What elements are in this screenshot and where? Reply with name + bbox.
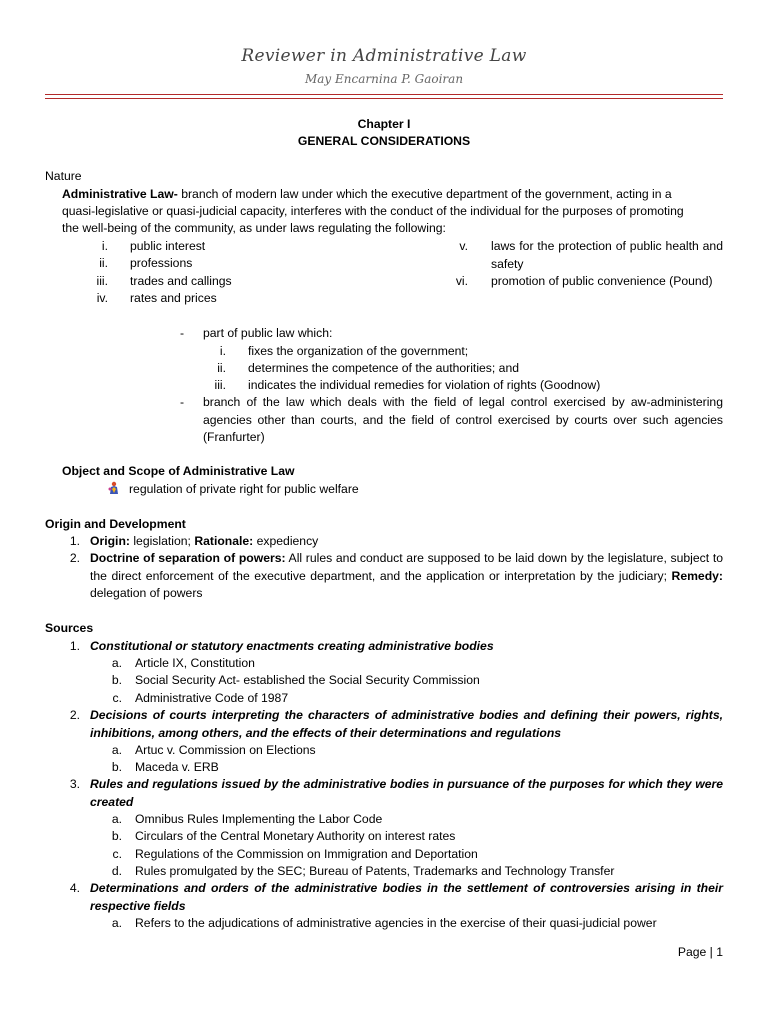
label: Doctrine of separation of powers: — [90, 551, 286, 565]
sub-item: Maceda v. ERB — [135, 760, 219, 774]
chapter-number: Chapter I — [357, 117, 411, 131]
sub-num: ii. — [217, 361, 226, 375]
admin-law-definition-line1 — [62, 186, 723, 204]
object-scope-heading: Object and Scope of Administrative Law — [62, 464, 295, 478]
list-num: iii. — [96, 274, 108, 288]
list-item: laws for the protection of public health and safety — [491, 239, 723, 271]
admin-law-definition-line3: the well-being of the community, as under laws regulating the following: — [62, 221, 446, 235]
header-rule — [45, 94, 723, 95]
sub-num: a. — [111, 743, 122, 757]
sub-num: a. — [111, 812, 122, 826]
sub-num: c. — [112, 847, 122, 861]
people-bullet-icon — [108, 481, 120, 495]
list-num: vi. — [455, 274, 468, 288]
sub-num: a. — [111, 916, 122, 930]
list-item: professions — [130, 256, 193, 270]
label: Origin: — [90, 534, 130, 548]
sub-num: b. — [111, 760, 122, 774]
sub-num: iii. — [214, 378, 226, 392]
sub-item: fixes the organization of the government; — [248, 344, 469, 358]
list-num: 1. — [69, 639, 80, 653]
object-scope-item: regulation of private right for public welfare — [129, 482, 359, 496]
list-num: v. — [459, 239, 468, 253]
list-num: i. — [101, 239, 108, 253]
sub-item: Administrative Code of 1987 — [135, 691, 289, 705]
dash-marker: - — [180, 395, 185, 409]
list-item: public interest — [130, 239, 206, 253]
sub-item: Omnibus Rules Implementing the Labor Code — [135, 812, 383, 826]
header-rule-thin — [45, 98, 723, 99]
list-item: trades and callings — [130, 274, 232, 288]
dash-item: part of public law which: — [203, 326, 333, 340]
list-num: iv. — [96, 291, 108, 305]
list-num: 3. — [69, 777, 80, 791]
chapter-title: GENERAL CONSIDERATIONS — [297, 134, 471, 148]
sub-num: c. — [112, 691, 122, 705]
definition-text: branch of modern law under which the executive department of the government, acting in a — [177, 187, 672, 201]
sub-item: determines the competence of the authorities; and — [248, 361, 519, 375]
list-num: 1. — [69, 534, 80, 548]
list-num: 2. — [69, 551, 80, 565]
origin-heading: Origin and Development — [45, 517, 186, 531]
origin-item — [90, 550, 723, 603]
source-title: Decisions of courts interpreting the characters of administrative bodies and defining their powers, rights, inhibitions, among others, and the effects of their determinations and regulations — [90, 708, 723, 740]
source-title: Rules and regulations issued by the administrative bodies in pursuance of the purposes for which they were created — [90, 777, 723, 809]
dash-marker: - — [180, 326, 185, 340]
list-item — [491, 273, 723, 291]
sub-num: b. — [111, 829, 122, 843]
list-num: 4. — [69, 881, 80, 895]
text: expediency — [253, 534, 319, 548]
list-item-text: promotion of public convenience (Pound) — [491, 274, 713, 288]
sub-num: d. — [111, 864, 122, 878]
sub-item: Artuc v. Commission on Elections — [135, 743, 316, 757]
sources-heading: Sources — [45, 621, 94, 635]
sub-item: indicates the individual remedies for violation of rights (Goodnow) — [248, 378, 601, 392]
sub-num: a. — [111, 656, 122, 670]
text: legislation; — [129, 534, 195, 548]
admin-law-term: Administrative Law- — [62, 187, 178, 201]
sub-num: b. — [111, 673, 122, 687]
source-title: Constitutional or statutory enactments creating administrative bodies — [90, 639, 494, 653]
origin-item — [90, 533, 318, 551]
text: All rules and conduct are supposed to be laid down by the legislature, subject to the direct enforcement of the executive department, and the application or interpretation by the judiciary; — [90, 551, 723, 583]
sub-item: Refers to the adjudications of administrative agencies in the exercise of their quasi-judicial power — [135, 916, 657, 930]
sub-item: Circulars of the Central Monetary Authority on interest rates — [135, 829, 456, 843]
label: Rationale: — [194, 534, 254, 548]
list-item: rates and prices — [130, 291, 217, 305]
list-num: 2. — [69, 708, 80, 722]
dash-item: branch of the law which deals with the field of legal control exercised by aw-administering agencies other than courts, and the field of control exercised by courts over such agencies (Franfurter) — [203, 395, 723, 444]
sub-item: Regulations of the Commission on Immigration and Deportation — [135, 847, 478, 861]
list-num: ii. — [99, 256, 108, 270]
label: Remedy: — [671, 568, 723, 583]
document-author: May Encarnina P. Gaoiran — [304, 72, 464, 86]
nature-heading: Nature — [45, 169, 82, 183]
admin-law-definition-line2: quasi-legislative or quasi-judicial capacity, interferes with the conduct of the individual for the purposes of promoting — [62, 204, 684, 218]
sub-item: Article IX, Constitution — [135, 656, 255, 670]
text: delegation of powers — [90, 586, 203, 600]
sub-item: Social Security Act- established the Social Security Commission — [135, 673, 480, 687]
source-title: Determinations and orders of the administrative bodies in the settlement of controversies arising in their respective fields — [90, 881, 723, 913]
sub-num: i. — [219, 344, 226, 358]
sub-item: Rules promulgated by the SEC; Bureau of Patents, Trademarks and Technology Transfer — [135, 864, 615, 878]
document-title: Reviewer in Administrative Law — [241, 46, 527, 66]
page-number: Page | 1 — [677, 945, 723, 959]
